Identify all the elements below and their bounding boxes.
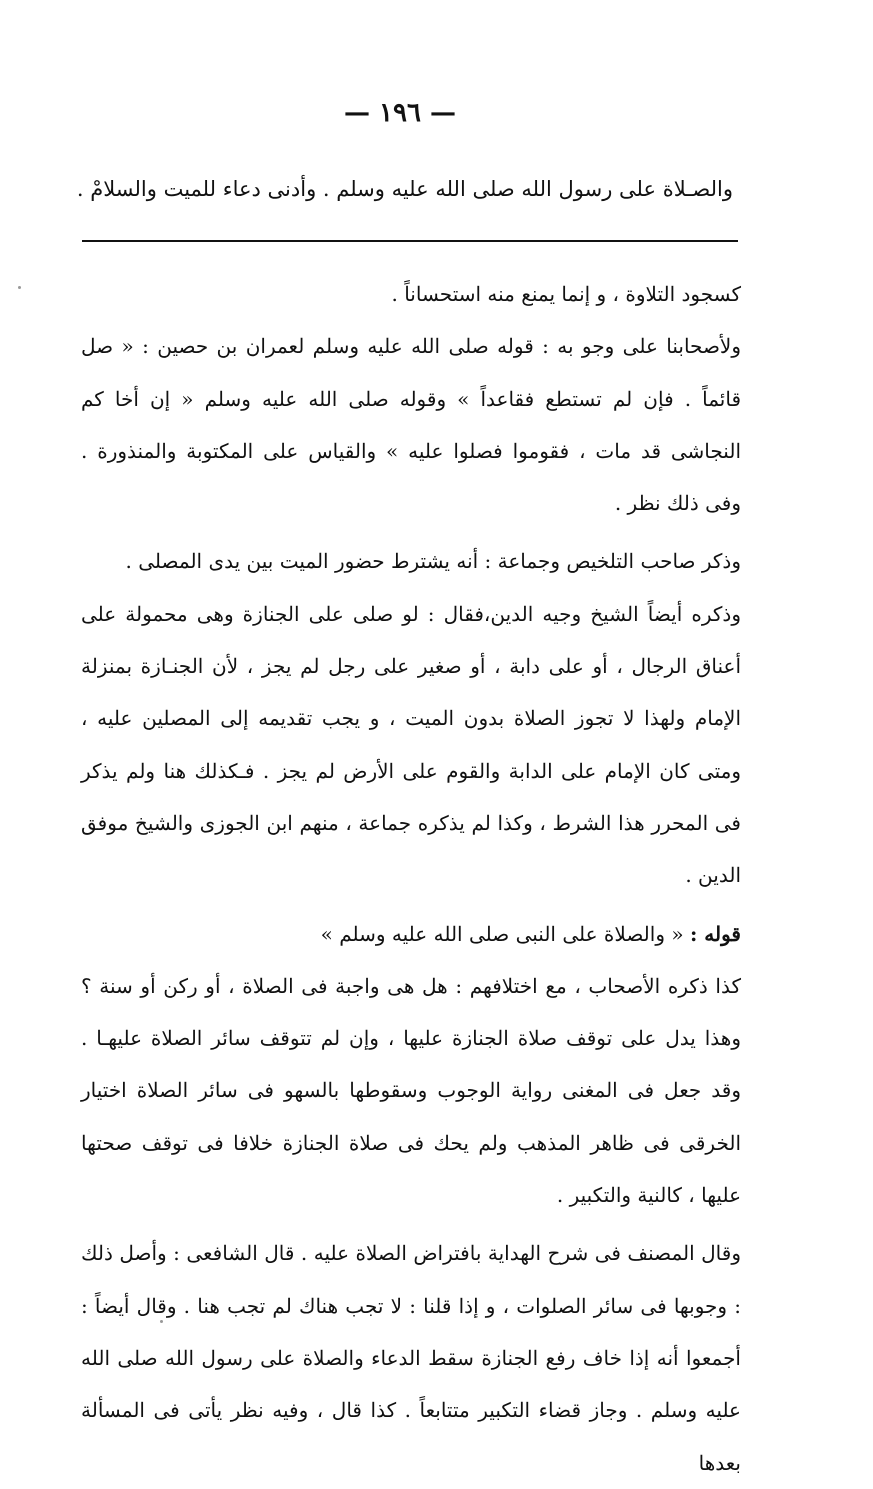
matn-text-line: والصـلاة على رسول الله صلى الله عليه وسلم . وأدنى دعاء للميت والسلامْ . (76, 177, 733, 201)
commentary-paragraph-7: وقال المصنف فى شرح الهداية بافتراض الصلاة عليه . قال الشافعى : وأصل ذلك : وجوبها فى سائر الصلوات ، و إذا قلنا : لا تجب هناك لم تجب هنا . وقال أيضاً : أجمعوا أنه إذا خاف رفع الجنازة سقط الدعاء والصلاة على رسول الله صلى الله عليه وسلم . وجاز قضاء التكبير متتابعاً . كذا قال ، وفيه نظر يأتى فى المسألة بعدها (81, 1241, 741, 1475)
commentary-paragraph-3: وذكر صاحب التلخيص وجماعة : أنه يشترط حضور الميت بين يدى المصلى . (125, 549, 741, 574)
separator-rule (82, 240, 738, 242)
commentary-paragraph-5 (81, 908, 741, 960)
commentary-paragraph-6: كذا ذكره الأصحاب ، مع اختلافهم : هل هى واجبة فى الصلاة ، أو ركن أو سنة ؟ وهذا يدل على توقف صلاة الجنازة عليها ، وإن لم تتوقف سائر الصلاة عليهـا . وقد جعل فى المغنى رواية الوجوب وسقوطها بالسهو فى سائر الصلاة اختيار الخرقى فى ظاهر المذهب ولم يحك فى صلاة الجنازة خلافا فى توقف صحتها عليها ، كالنية والتكبير . (81, 973, 741, 1208)
quoted-matn: « والصلاة على النبى صلى الله عليه وسلم » (320, 921, 684, 946)
page-number: — ١٩٦ — (343, 98, 457, 128)
commentary-paragraph-2: ولأصحابنا على وجو به : قوله صلى الله عليه وسلم لعمران بن حصين : « صل قائماً . فإن لم تستطع فقاعداً » وقوله صلى الله عليه وسلم « إن أخا كم النجاشى قد مات ، فقوموا فصلوا عليه » والقياس على المكتوبة والمنذورة . وفى ذلك نظر . (81, 334, 741, 516)
scan-speck (160, 1320, 163, 1323)
commentary-paragraph-4: وذكره أيضاً الشيخ وجيه الدين،فقال : لو صلى على الجنازة وهى محمولة على أعناق الرجال ، أو على دابة ، أو صغير على رجل لم يجز ، لأن الجنـازة بمنزلة الإمام ولهذا لا تجوز الصلاة بدون الميت ، و يجب تقديمه إلى المصلين عليه ، ومتى كان الإمام على الدابة والقوم على الأرض لم يجز . فـكذلك هنا ولم يذكر فى المحرر هذا الشرط ، وكذا لم يذكره جماعة ، منهم ابن الجوزى والشيخ موفق الدين . (81, 601, 741, 888)
commentary-paragraph-1: كسجود التلاوة ، و إنما يمنع منه استحساناً . (391, 282, 741, 306)
qawluh-label: قوله : (689, 921, 741, 946)
commentary-body (81, 268, 741, 1489)
scan-speck (18, 286, 21, 289)
